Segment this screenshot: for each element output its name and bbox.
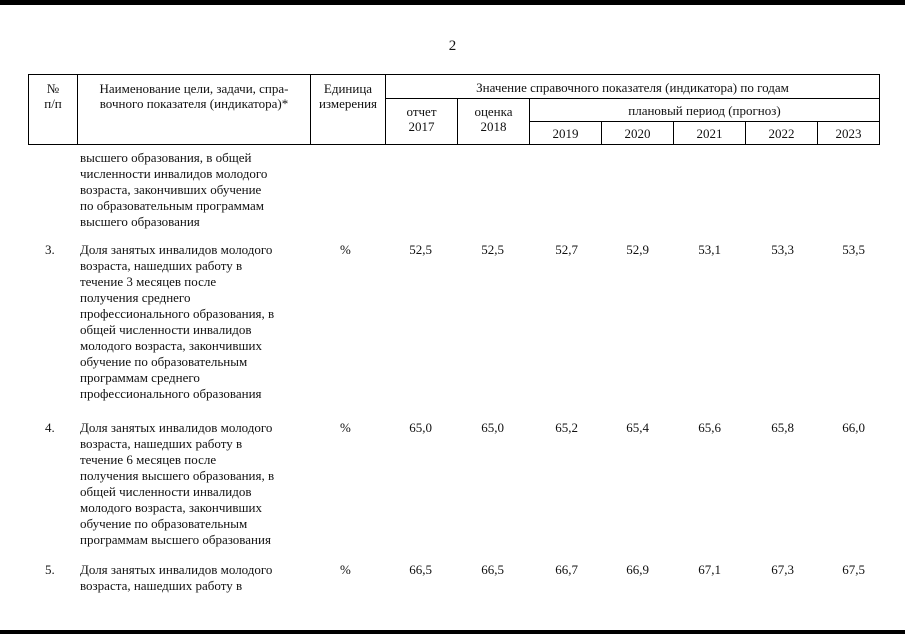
row-number: 5. xyxy=(45,562,55,577)
row-value: 66,0 xyxy=(842,420,865,435)
text-line: программам высшего образования xyxy=(80,532,271,547)
page-number: 2 xyxy=(448,38,457,54)
text-line: Доля занятых инвалидов молодого xyxy=(80,420,273,435)
row-value: 52,9 xyxy=(626,242,649,257)
text-line: возраста, нашедших работу в xyxy=(80,258,243,273)
row-unit: % xyxy=(340,242,351,257)
row-value: 67,1 xyxy=(698,562,721,577)
header-estimate: оценка 2018 xyxy=(457,98,530,145)
row-value: 65,4 xyxy=(626,420,649,435)
row-value: 65,0 xyxy=(481,420,504,435)
text-line: высшего образования, в общей xyxy=(80,150,252,165)
row-unit: % xyxy=(340,562,351,577)
row-value: 65,2 xyxy=(555,420,578,435)
header-values-title: Значение справочного показателя (индикатора) по годам xyxy=(385,74,880,99)
continuation-text xyxy=(80,150,308,230)
header-year: 2023 xyxy=(817,121,880,145)
text-line: получения среднего xyxy=(80,290,191,305)
top-rule xyxy=(0,0,905,5)
header-year: 2021 xyxy=(673,121,746,145)
row-value: 52,5 xyxy=(481,242,504,257)
text-line: профессионального образования xyxy=(80,386,262,401)
row-value: 52,7 xyxy=(555,242,578,257)
text-line: высшего образования xyxy=(80,214,200,229)
header-name: Наименование цели, задачи, спра- вочного показателя (индикатора)* xyxy=(77,74,311,145)
row-name xyxy=(80,420,308,548)
row-value: 53,5 xyxy=(842,242,865,257)
text-line: общей численности инвалидов xyxy=(80,322,252,337)
row-value: 66,9 xyxy=(626,562,649,577)
text-line: течение 6 месяцев после xyxy=(80,452,217,467)
text-line: обучение по образовательным xyxy=(80,516,248,531)
row-value: 65,0 xyxy=(409,420,432,435)
row-name xyxy=(80,242,308,402)
row-value: 66,5 xyxy=(481,562,504,577)
row-value: 66,5 xyxy=(409,562,432,577)
header-planned: плановый период (прогноз) xyxy=(529,98,880,122)
header-num: № п/п xyxy=(28,74,78,145)
header-year: 2020 xyxy=(601,121,674,145)
header-unit: Единица измерения xyxy=(310,74,386,145)
table-header xyxy=(28,74,880,145)
text-line: обучение по образовательным xyxy=(80,354,248,369)
header-year: 2022 xyxy=(745,121,818,145)
text-line: возраста, закончивших обучение xyxy=(80,182,262,197)
row-value: 67,5 xyxy=(842,562,865,577)
row-value: 65,6 xyxy=(698,420,721,435)
row-value: 52,5 xyxy=(409,242,432,257)
row-value: 67,3 xyxy=(771,562,794,577)
text-line: профессионального образования, в xyxy=(80,306,275,321)
row-number: 3. xyxy=(45,242,55,257)
text-line: течение 3 месяцев после xyxy=(80,274,217,289)
text-line: по образовательным программам xyxy=(80,198,265,213)
row-value: 53,3 xyxy=(771,242,794,257)
text-line: программам среднего xyxy=(80,370,200,385)
row-value: 66,7 xyxy=(555,562,578,577)
text-line: Доля занятых инвалидов молодого xyxy=(80,562,273,577)
text-line: Доля занятых инвалидов молодого xyxy=(80,242,273,257)
text-line: молодого возраста, закончивших xyxy=(80,500,262,515)
text-line: возраста, нашедших работу в xyxy=(80,436,243,451)
header-year: 2019 xyxy=(529,121,602,145)
row-value: 53,1 xyxy=(698,242,721,257)
header-report: отчет 2017 xyxy=(385,98,458,145)
row-number: 4. xyxy=(45,420,55,435)
text-line: численности инвалидов молодого xyxy=(80,166,268,181)
row-value: 65,8 xyxy=(771,420,794,435)
text-line: общей численности инвалидов xyxy=(80,484,252,499)
text-line: молодого возраста, закончивших xyxy=(80,338,262,353)
text-line: получения высшего образования, в xyxy=(80,468,275,483)
row-name xyxy=(80,562,308,594)
row-unit: % xyxy=(340,420,351,435)
text-line: возраста, нашедших работу в xyxy=(80,578,243,593)
bottom-rule xyxy=(0,630,905,634)
